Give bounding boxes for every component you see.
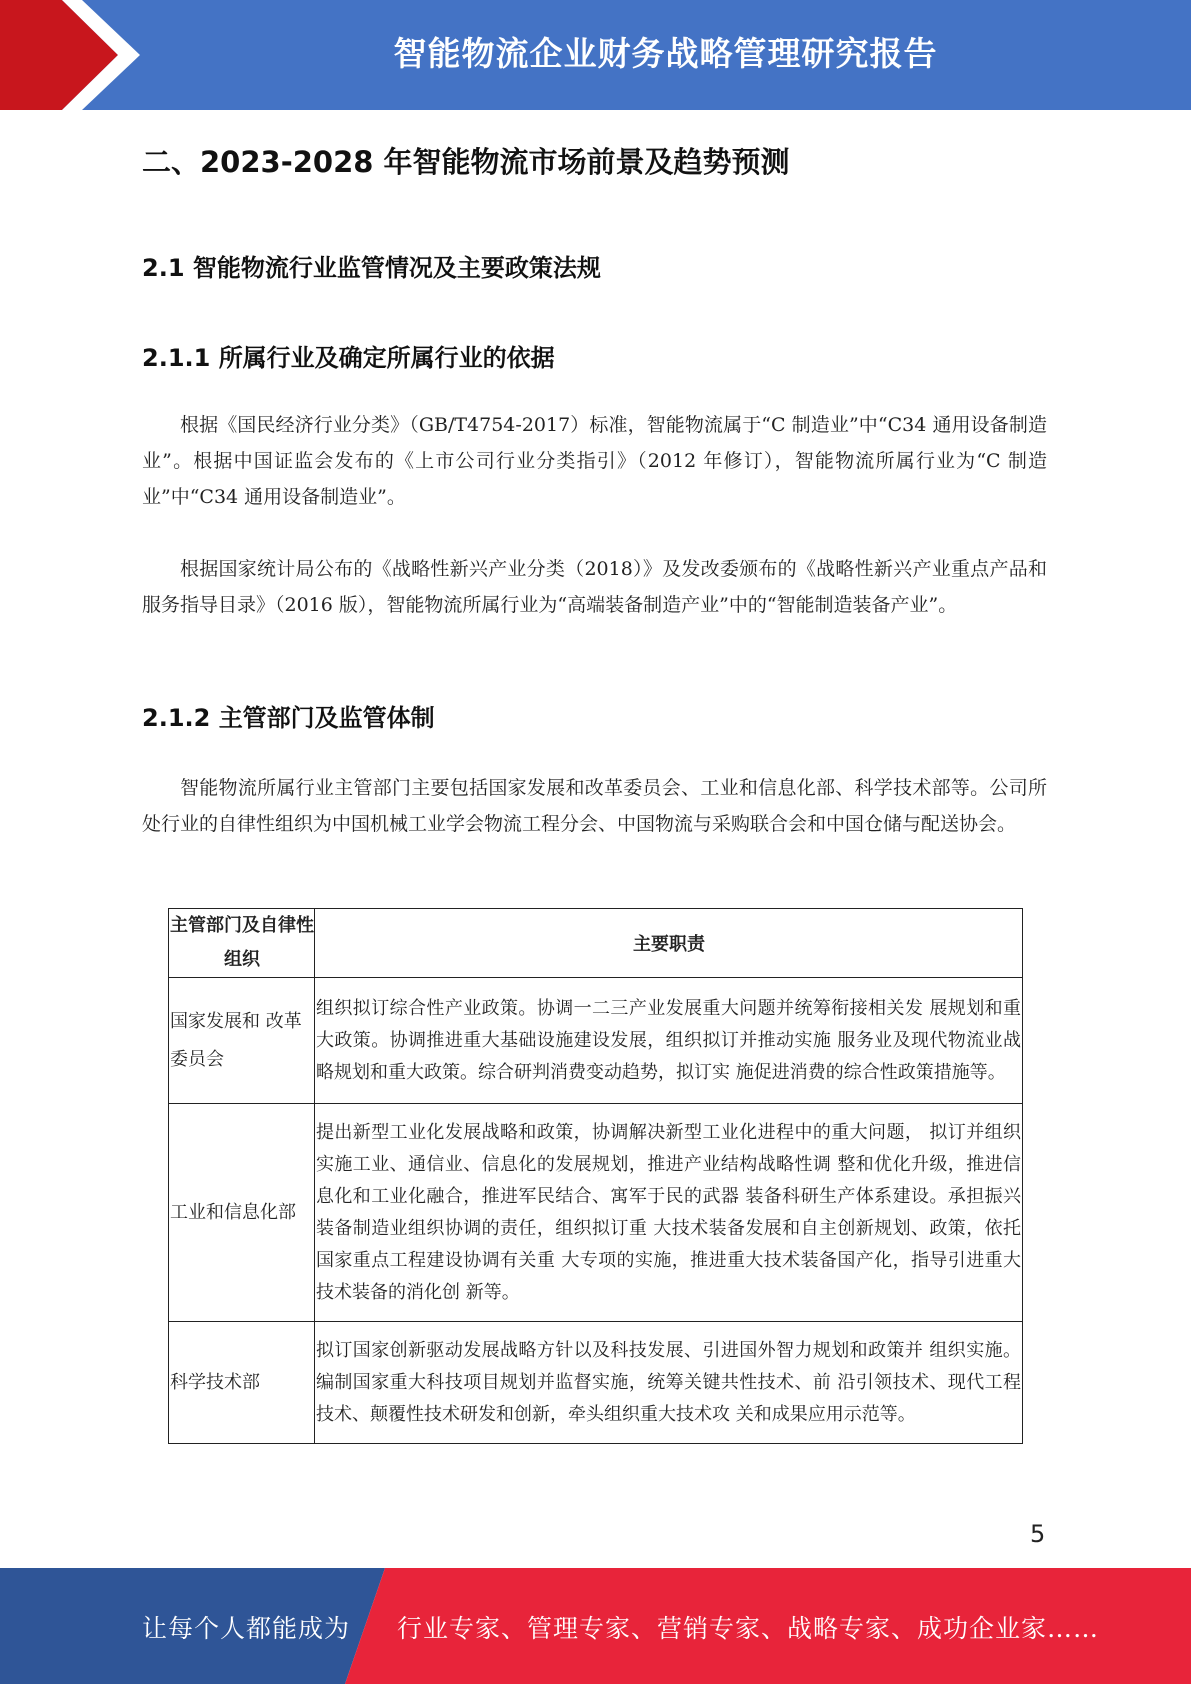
table-cell-duty: 拟订国家创新驱动发展战略方针以及科技发展、引进国外智力规划和政策并 组织实施。编制国家重大科技项目规划并监督实施，统筹关键共性技术、前 沿引领技术、现代工程技术、颠覆性技术研发和创新，牵头组织重大技术攻 关和成果应用示范等。 (315, 1322, 1023, 1444)
paragraph: 根据《国民经济行业分类》（GB/T4754-2017）标准，智能物流属于“C 制造业”中“C34 通用设备制造业”。根据中国证监会发布的《上市公司行业分类指引》（2012 年修订），智能物流所属行业为“C 制造业”中“C34 通用设备制造业”。 (142, 414, 1047, 508)
subsection-title: 2.1 智能物流行业监管情况及主要政策法规 (142, 254, 601, 282)
page-header (0, 0, 1191, 110)
table-row (169, 1322, 1023, 1444)
regulator-table (168, 908, 1023, 1444)
footer-slogan-right: 行业专家、管理专家、营销专家、战略专家、成功企业家…… (397, 1614, 1100, 1643)
subsubsection-title: 2.1.2 主管部门及监管体制 (142, 704, 435, 732)
table-row (169, 1104, 1023, 1322)
table-cell-duty: 组织拟订综合性产业政策。协调一二三产业发展重大问题并统筹衔接相关发 展规划和重大政策。协调推进重大基础设施建设发展，组织拟订并推动实施 服务业及现代物流业战略规划和重大政策。综合研判消费变动趋势，拟订实 施促进消费的综合性政策措施等。 (315, 978, 1023, 1104)
report-title: 智能物流企业财务战略管理研究报告 (393, 34, 938, 73)
table-header-row (169, 909, 1023, 978)
subsubsection-title: 2.1.1 所属行业及确定所属行业的依据 (142, 344, 555, 372)
section-title: 二、2023-2028 年智能物流市场前景及趋势预测 (142, 145, 790, 179)
table-header-org: 主管部门及自律性组织 (169, 909, 315, 978)
paragraph: 智能物流所属行业主管部门主要包括国家发展和改革委员会、工业和信息化部、科学技术部等。公司所处行业的自律性组织为中国机械工业学会物流工程分会、中国物流与采购联合会和中国仓储与配送协会。 (142, 777, 1047, 835)
table-cell-org: 工业和信息化部 (169, 1104, 315, 1322)
paragraph: 根据国家统计局公布的《战略性新兴产业分类（2018）》及发改委颁布的《战略性新兴产业重点产品和服务指导目录》（2016 版），智能物流所属行业为“高端装备制造产业”中的“智能制造装备产业”。 (142, 558, 1047, 616)
table-row (169, 978, 1023, 1104)
chevron-arrow-icon (0, 0, 160, 110)
table-cell-org: 科学技术部 (169, 1322, 315, 1444)
footer-slogan-left: 让每个人都能成为 (142, 1614, 351, 1643)
table-header-duty: 主要职责 (315, 909, 1023, 978)
table-cell-org: 国家发展和 改革委员会 (169, 978, 315, 1104)
page-footer (0, 1568, 1191, 1684)
page-number: 5 (1030, 1520, 1046, 1548)
table-cell-duty: 提出新型工业化发展战略和政策，协调解决新型工业化进程中的重大问题， 拟订并组织实施工业、通信业、信息化的发展规划，推进产业结构战略性调 整和优化升级，推进信息化和工业化融合，推进军民结合、寓军于民的武器 装备科研生产体系建设。承担振兴装备制造业组织协调的责任，组织拟订重 大技术装备发展和自主创新规划、政策，依托国家重点工程建设协调有关重 大专项的实施，推进重大技术装备国产化，指导引进重大技术装备的消化创 新等。 (315, 1104, 1023, 1322)
